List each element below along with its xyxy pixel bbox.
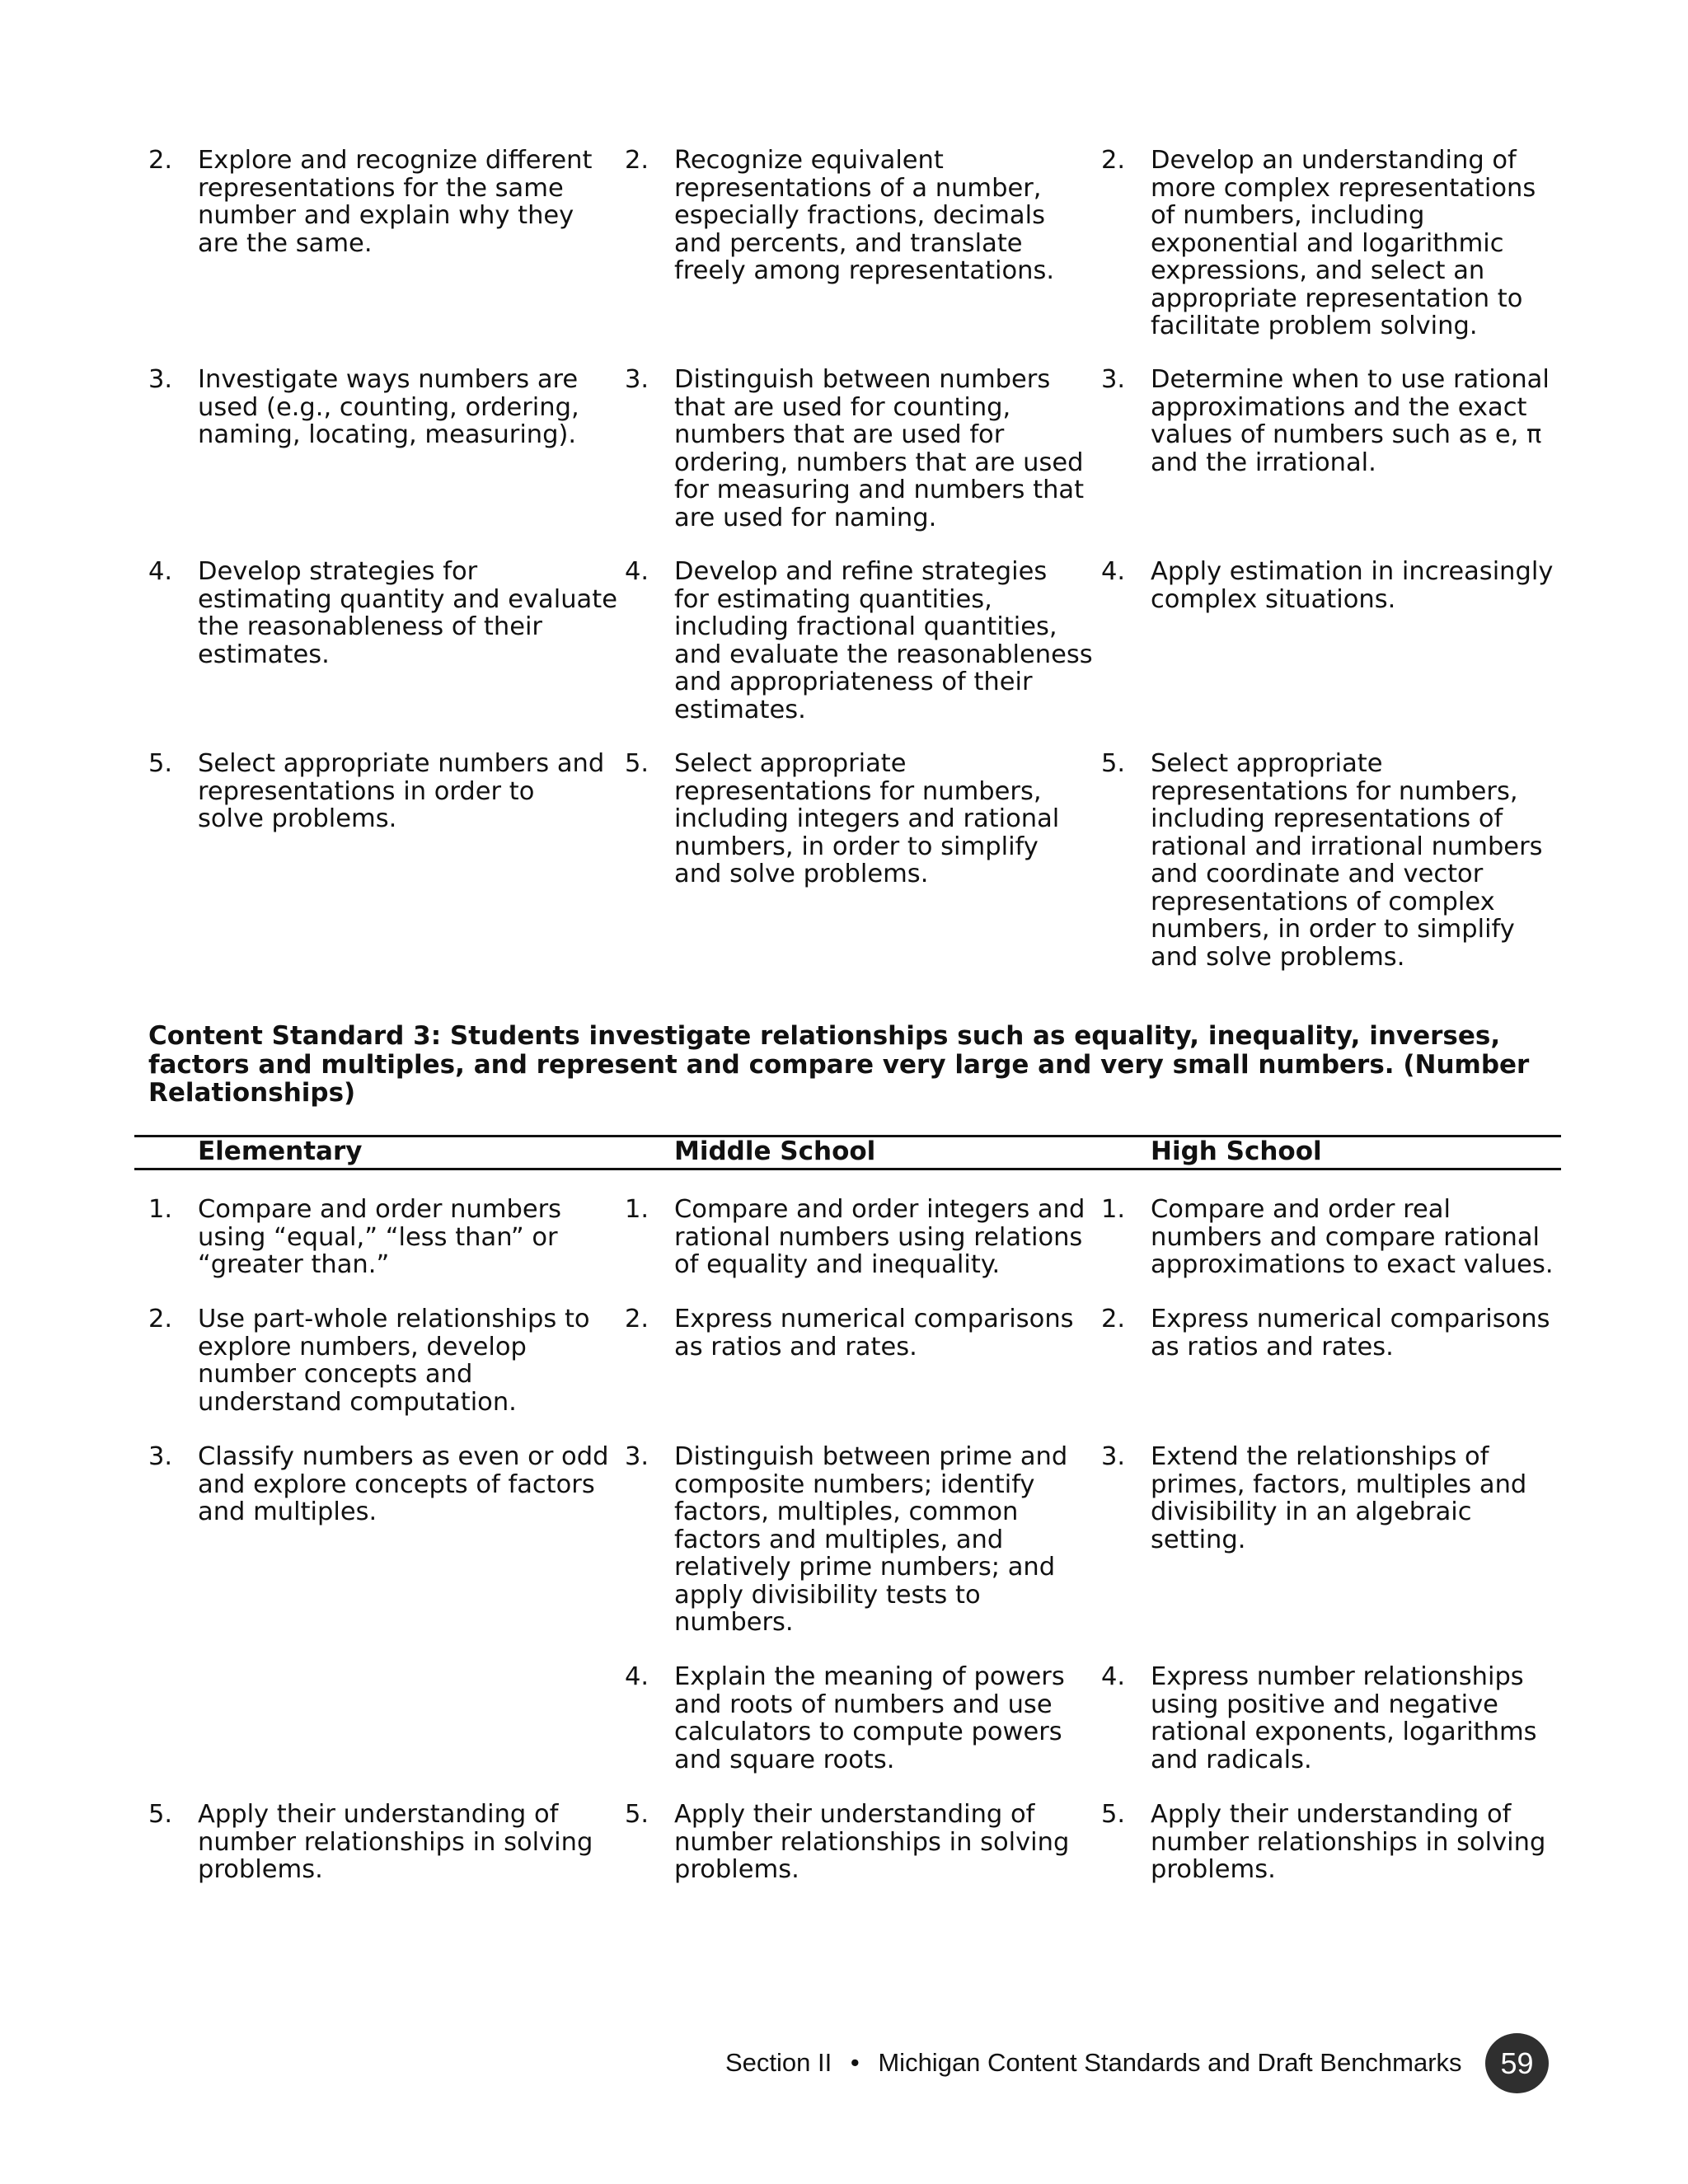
page-footer [725, 2047, 1462, 2079]
column-header-elementary: Elementary [198, 1137, 363, 1166]
content-standard-heading: Content Standard 3: Students investigate relationships such as equality, inequality, inverses, factors and multiples, and represent and compare very large and very small numbers. (Number Relationships) [148, 1021, 1530, 1108]
footer-bullet: • [850, 2048, 860, 2077]
column-header-middle-school: Middle School [674, 1137, 876, 1166]
footer-section: Section II [725, 2048, 832, 2077]
footer-title: Michigan Content Standards and Draft Benchmarks [878, 2048, 1462, 2077]
column-header-high-school: High School [1151, 1137, 1322, 1166]
page-number-badge: 59 [1485, 2033, 1549, 2093]
table-header-rule [134, 1168, 1561, 1170]
